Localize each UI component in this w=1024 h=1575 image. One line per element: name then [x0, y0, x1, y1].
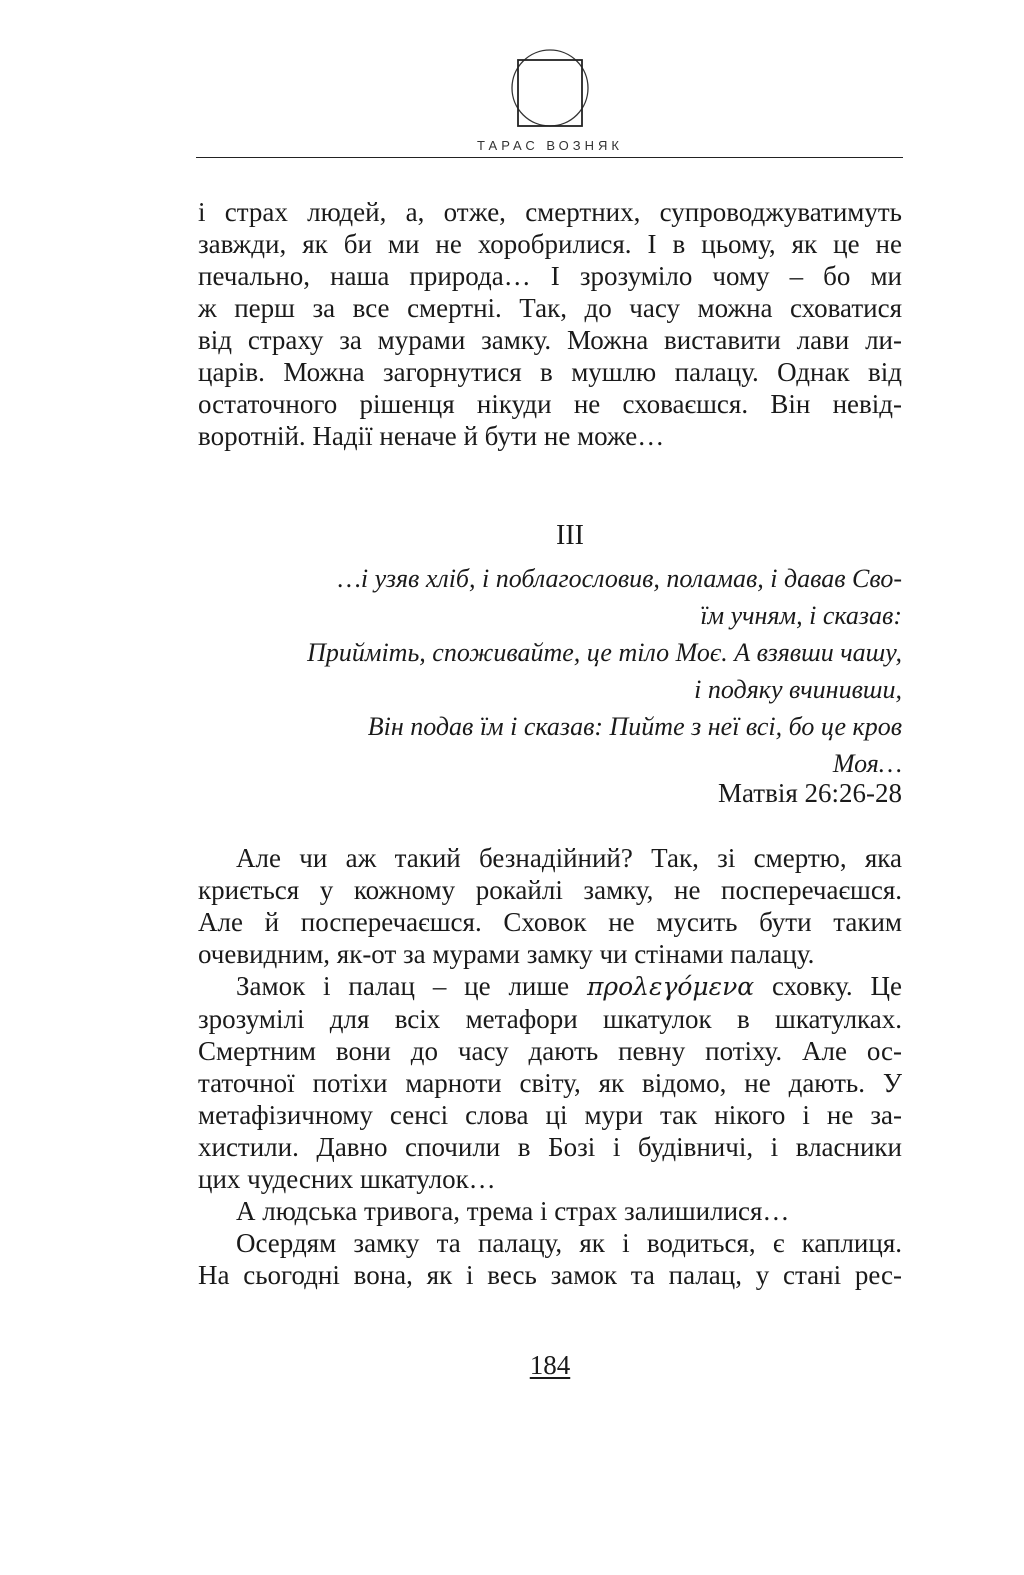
text-fragment: сховку. Це: [772, 971, 902, 1001]
text-line: Але чи аж такий безнадійний? Так, зі смертю, яка: [236, 843, 902, 873]
text-line: завжди, як би ми не хоробрилися. І в цьому, як це не: [198, 229, 902, 259]
page-number: 184: [529, 1350, 571, 1380]
text-line: печально, наша природа… І зрозуміло чому – бо ми: [198, 261, 902, 291]
epigraph-line: їм учням, і сказав:: [700, 601, 902, 630]
text-line: хистили. Давно спочили в Бозі і будівничі, і власники: [198, 1132, 902, 1162]
text-line: зрозумілі для всіх метафори шкатулок в шкатулках.: [198, 1004, 902, 1034]
epigraph-line: Він подав їм і сказав: Пийте з неї всі, бо це кров: [367, 712, 902, 741]
epigraph-reference: Матвія 26:26-28: [717, 778, 902, 808]
epigraph-line: Прийміть, споживайте, це тіло Моє. А взявши чашу,: [307, 638, 902, 667]
body-text: [198, 842, 902, 1291]
greek-word: προλεγόμενα: [587, 972, 755, 1001]
section-heading: ІІІ: [556, 520, 584, 551]
running-header-author: ТАРАС ВОЗНЯК: [477, 138, 623, 153]
text-line: цих чудесних шкатулок…: [198, 1164, 496, 1194]
text-fragment: Замок і палац – це лише: [236, 971, 570, 1001]
epigraph-line: і подяку вчинивши,: [694, 675, 902, 704]
text-line: На сьогодні вона, як і весь замок та палац, у стані рес-: [198, 1260, 902, 1290]
text-line: метафізичному сенсі слова ці мури так нікого і не за-: [198, 1100, 902, 1130]
text-line: ж перш за все смертні. Так, до часу можна сховатися: [198, 293, 902, 323]
paragraph-1: [198, 196, 902, 452]
epigraph: [198, 560, 902, 782]
epigraph-line: …і узяв хліб, і поблагословив, поламав, і давав Сво-: [337, 564, 902, 593]
text-line: очевидним, як-от за мурами замку чи стінами палацу.: [198, 939, 815, 969]
epigraph-line: Моя…: [832, 749, 902, 778]
text-line: і страх людей, а, отже, смертних, супроводжуватимуть: [198, 197, 902, 227]
text-line: Осердям замку та палацу, як і водиться, є каплиця.: [236, 1228, 902, 1258]
text-line: воротній. Надії неначе й бути не може…: [198, 421, 665, 451]
text-line: Смертним вони до часу дають певну потіху. Але ос-: [198, 1036, 902, 1066]
text-line: Але й посперечаєшся. Сховок не мусить бути таким: [198, 907, 902, 937]
text-line: таточної потіхи марноти світу, як відомо, не дають. У: [198, 1068, 902, 1098]
text-line: остаточного рішенця нікуди не сховаєшся. Він невід-: [198, 389, 902, 419]
header-rule: [196, 157, 903, 158]
text-line: криється у кожному рокайлі замку, не посперечаєшся.: [198, 875, 902, 905]
text-line: А людська тривога, трема і страх залишилися…: [236, 1196, 790, 1226]
text-line: від страху за мурами замку. Можна виставити лави ли-: [198, 325, 902, 355]
text-line: [198, 970, 902, 1003]
text-line: царів. Можна загорнутися в мушлю палацу. Однак від: [198, 357, 902, 387]
header-logo: [510, 48, 590, 128]
